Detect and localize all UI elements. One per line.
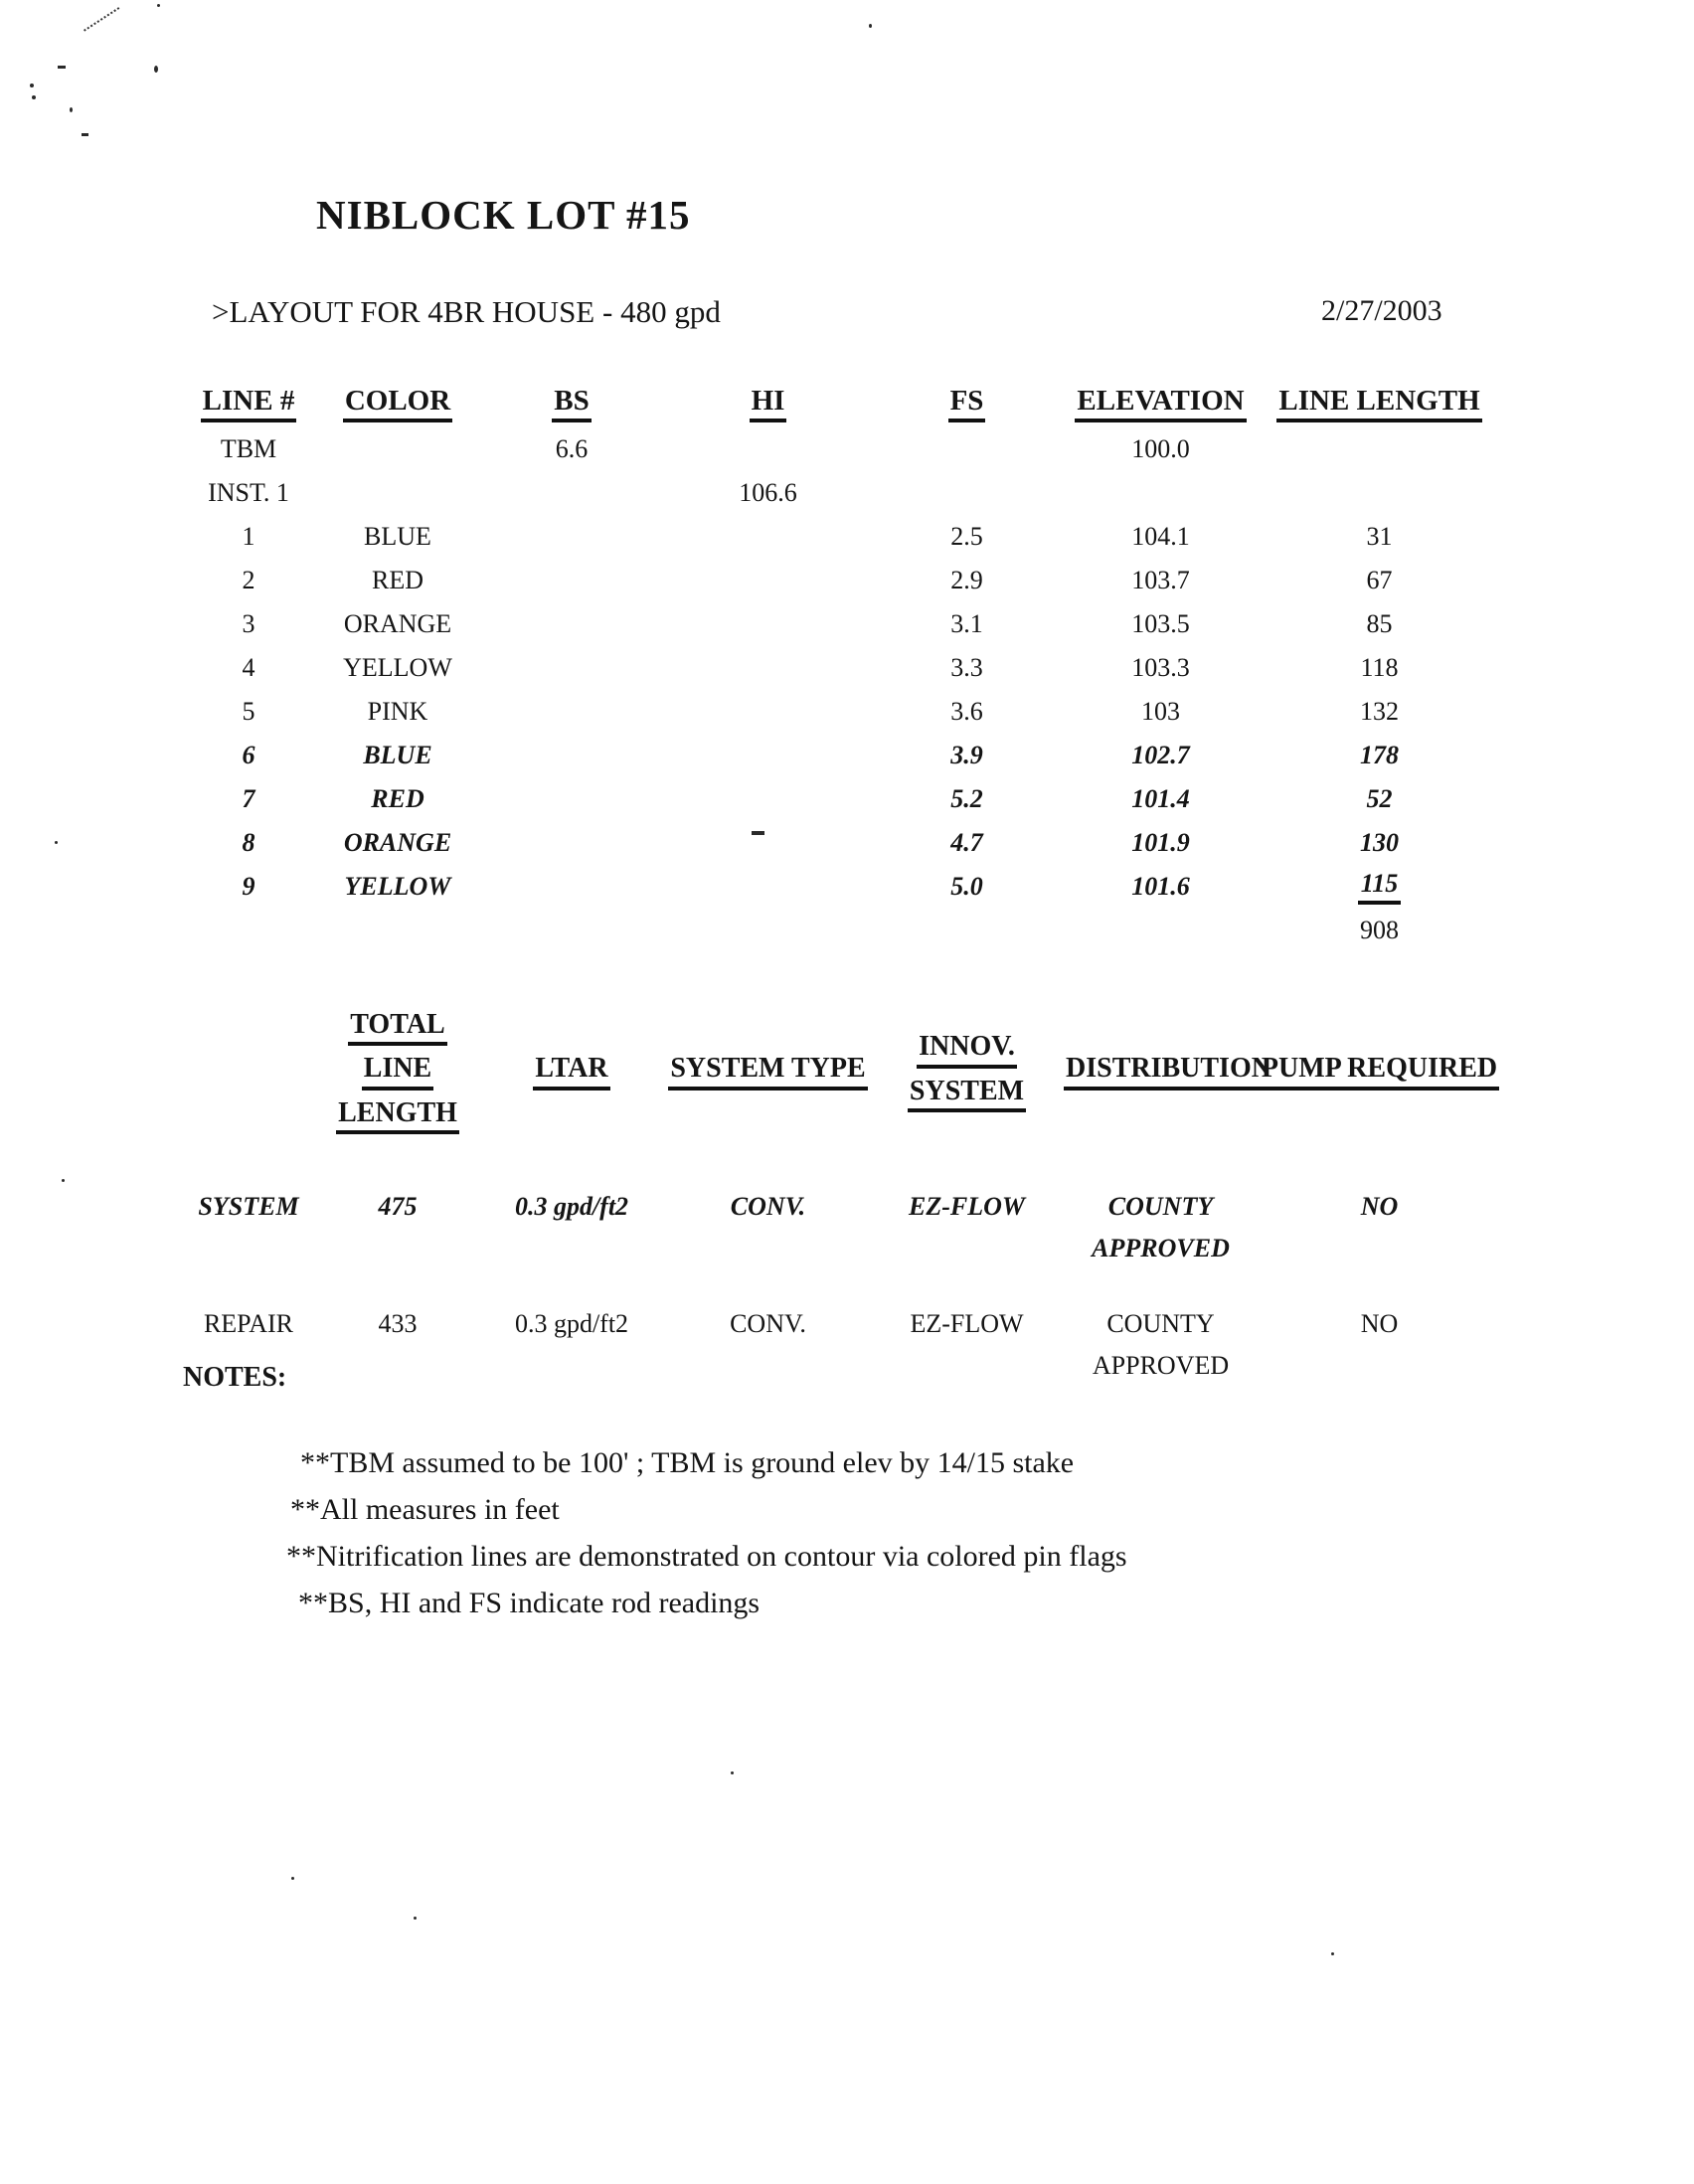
cell-line-length: 132 — [1360, 697, 1399, 726]
cell-elevation: 103.3 — [1131, 653, 1190, 682]
cell-line-length: 31 — [1366, 522, 1393, 551]
cell-line-number: 9 — [242, 872, 255, 901]
header-hi: HI — [666, 385, 870, 422]
cell-innov-system: EZ-FLOW — [909, 1192, 1025, 1222]
cell-color: BLUE — [364, 522, 431, 551]
cell-total-length: 475 — [378, 1192, 418, 1222]
scan-artifact — [291, 1877, 294, 1880]
cell-elevation: 103 — [1141, 697, 1180, 726]
cell-total-length: 433 — [378, 1309, 418, 1339]
cell-elevation: 101.6 — [1131, 872, 1190, 901]
scan-artifact — [869, 24, 872, 28]
cell-line-number: INST. 1 — [208, 478, 289, 507]
cell-line-number: 2 — [242, 566, 255, 594]
cell-line-number: 7 — [242, 784, 255, 813]
cell-pump-required: NO — [1360, 1192, 1399, 1222]
notes-list — [286, 1439, 1127, 1626]
survey-header-row — [179, 380, 1501, 427]
notes-heading: NOTES: — [183, 1362, 287, 1393]
table-row — [179, 734, 1501, 777]
repair-row — [179, 1303, 1501, 1387]
cell-pump-required: NO — [1360, 1309, 1399, 1339]
underlined-length: 115 — [1358, 869, 1402, 905]
header-line-number: LINE # — [179, 385, 318, 422]
cell-color: PINK — [367, 697, 428, 726]
cell-line-length — [1258, 869, 1501, 905]
scan-artifact — [154, 66, 158, 73]
scan-artifact — [414, 1917, 417, 1920]
cell-line-length: 67 — [1366, 566, 1393, 594]
scan-artifact — [1331, 1952, 1334, 1955]
header-bs: BS — [477, 385, 666, 422]
cell-line-length: 130 — [1360, 828, 1399, 857]
system-table-header-row — [179, 1009, 1501, 1134]
cell-color: BLUE — [363, 741, 432, 769]
cell-line-number: 1 — [242, 522, 255, 551]
system-row — [179, 1186, 1501, 1269]
cell-total-line-length: 908 — [1360, 916, 1399, 944]
cell-distribution: COUNTY APPROVED — [1092, 1309, 1230, 1381]
cell-line-number: 4 — [242, 653, 255, 682]
cell-color: RED — [371, 784, 424, 813]
cell-color: ORANGE — [343, 609, 452, 638]
table-row — [179, 777, 1501, 821]
tbm-row — [179, 427, 1501, 471]
system-table — [179, 1009, 1501, 1387]
scan-artifact — [55, 841, 58, 844]
cell-color: RED — [372, 566, 424, 594]
scan-artifact — [82, 133, 88, 136]
cell-distribution: COUNTY APPROVED — [1092, 1192, 1230, 1263]
note-item: **Nitrification lines are demonstrated on contour via colored pin flags — [286, 1540, 1127, 1573]
note-item: **All measures in feet — [290, 1493, 560, 1526]
cell-system-type: CONV. — [730, 1192, 806, 1222]
cell-fs: 5.0 — [950, 872, 983, 901]
cell-elevation: 100.0 — [1131, 434, 1190, 463]
scan-artifact — [84, 7, 119, 32]
cell-elevation: 102.7 — [1131, 741, 1190, 769]
cell-color: YELLOW — [344, 872, 451, 901]
document-date: 2/27/2003 — [1321, 294, 1442, 327]
scan-artifact — [58, 66, 66, 69]
scan-artifact — [32, 95, 36, 99]
cell-fs: 3.6 — [950, 697, 983, 726]
scan-artifact — [70, 107, 73, 112]
row-label: SYSTEM — [198, 1192, 299, 1222]
cell-fs: 2.5 — [950, 522, 983, 551]
cell-line-number: 6 — [242, 741, 255, 769]
cell-hi: 106.6 — [739, 478, 797, 507]
cell-line-number: 8 — [242, 828, 255, 857]
cell-fs: 5.2 — [950, 784, 983, 813]
table-row — [179, 821, 1501, 865]
header-line-length: LINE LENGTH — [1258, 385, 1501, 422]
header-distribution: DISTRIBUTION — [1064, 1053, 1258, 1090]
cell-line-number: TBM — [220, 434, 277, 463]
cell-bs: 6.6 — [555, 434, 589, 463]
scan-artifact — [731, 1771, 734, 1774]
page-title: NIBLOCK LOT #15 — [316, 192, 691, 238]
cell-line-length: 178 — [1360, 741, 1399, 769]
cell-ltar: 0.3 gpd/ft2 — [514, 1309, 629, 1339]
table-row — [179, 602, 1501, 646]
table-row — [179, 559, 1501, 602]
scan-artifact — [62, 1179, 65, 1182]
note-item: **BS, HI and FS indicate rod readings — [298, 1587, 761, 1619]
note-item: **TBM assumed to be 100' ; TBM is ground elev by 14/15 stake — [300, 1446, 1075, 1479]
scan-artifact — [30, 84, 34, 87]
cell-fs: 4.7 — [950, 828, 983, 857]
row-label: REPAIR — [203, 1309, 294, 1339]
cell-elevation: 103.7 — [1131, 566, 1190, 594]
cell-elevation: 104.1 — [1131, 522, 1190, 551]
table-row — [179, 515, 1501, 559]
header-total-line-length: TOTAL LINE LENGTH — [318, 1009, 477, 1134]
header-fs: FS — [870, 385, 1064, 422]
cell-color: ORANGE — [343, 828, 452, 857]
cell-ltar: 0.3 gpd/ft2 — [514, 1192, 629, 1222]
table-row — [179, 865, 1501, 909]
header-pump-required: PUMP REQUIRED — [1258, 1053, 1501, 1090]
header-color: COLOR — [318, 385, 477, 422]
cell-elevation: 101.4 — [1131, 784, 1190, 813]
cell-system-type: CONV. — [730, 1309, 806, 1339]
cell-line-length: 85 — [1366, 609, 1393, 638]
instrument-row — [179, 471, 1501, 515]
header-ltar: LTAR — [477, 1053, 666, 1090]
table-row — [179, 690, 1501, 734]
header-innov-system: INNOV. SYSTEM — [870, 1031, 1064, 1112]
cell-elevation: 103.5 — [1131, 609, 1190, 638]
cell-color: YELLOW — [343, 653, 452, 682]
cell-fs: 2.9 — [950, 566, 983, 594]
cell-line-number: 3 — [242, 609, 255, 638]
cell-line-number: 5 — [242, 697, 255, 726]
layout-subtitle: >LAYOUT FOR 4BR HOUSE - 480 gpd — [212, 294, 721, 329]
cell-line-length: 118 — [1360, 653, 1399, 682]
survey-table — [179, 380, 1501, 952]
scan-artifact — [157, 4, 160, 7]
header-elevation: ELEVATION — [1064, 385, 1258, 422]
cell-fs: 3.3 — [950, 653, 983, 682]
cell-elevation: 101.9 — [1131, 828, 1190, 857]
total-row — [179, 909, 1501, 952]
cell-innov-system: EZ-FLOW — [910, 1309, 1024, 1339]
header-system-type: SYSTEM TYPE — [666, 1053, 870, 1090]
cell-fs: 3.1 — [950, 609, 983, 638]
cell-line-length: 52 — [1366, 784, 1393, 813]
cell-fs: 3.9 — [950, 741, 983, 769]
table-row — [179, 646, 1501, 690]
